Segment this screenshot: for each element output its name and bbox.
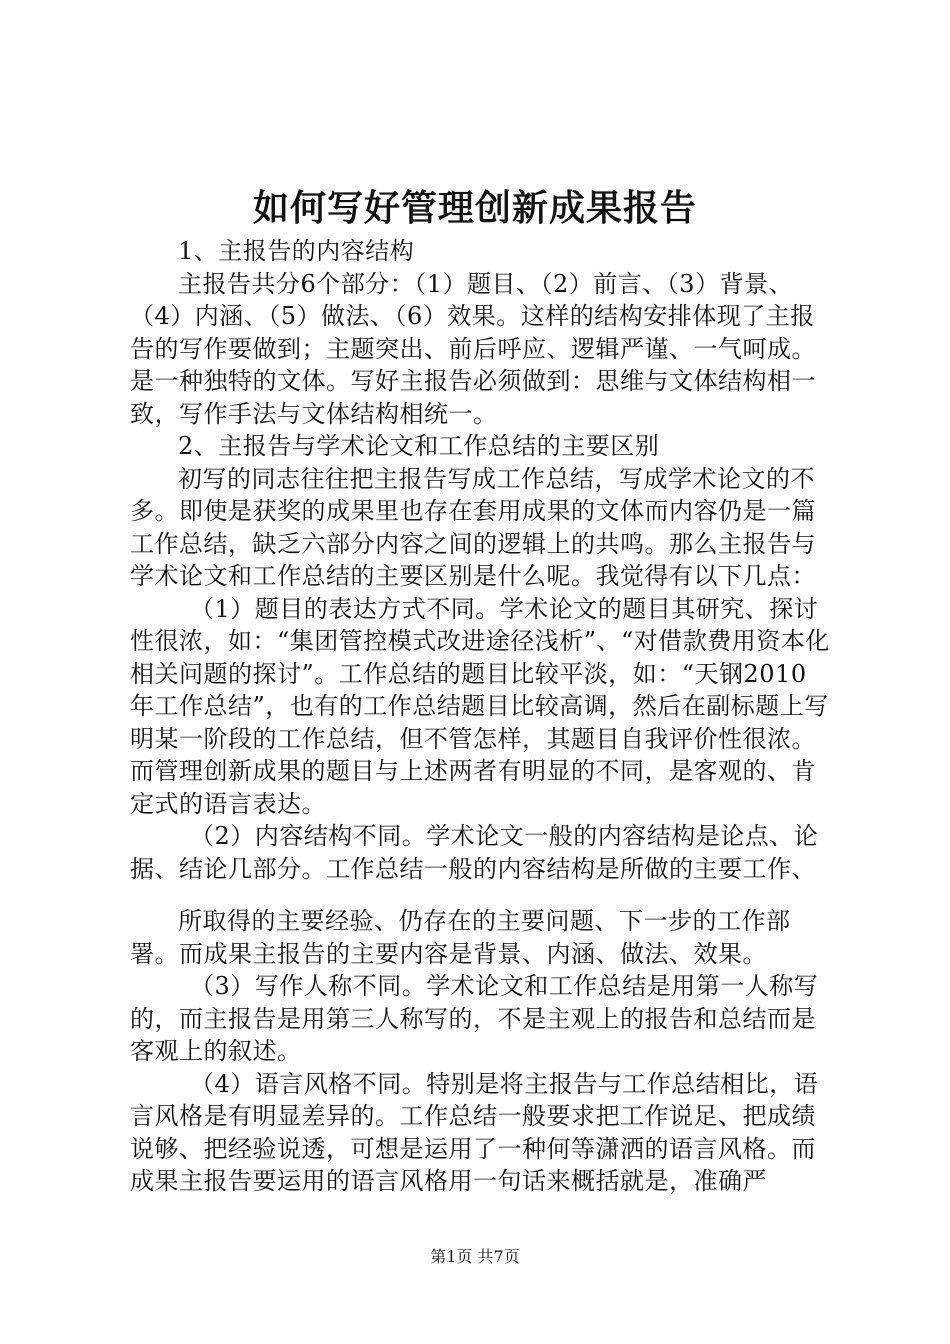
section-heading-2: 2、主报告与学术论文和工作总结的主要区别 [178, 432, 660, 460]
paragraph: 所取得的主要经验、仍存在的主要问题、下一步的工作部署。而成果主报告的主要内容是背景、内涵、做法、效果。 [130, 907, 791, 968]
document-title: 如何写好管理创新成果报告 [252, 187, 697, 229]
paragraph: （1）题目的表达方式不同。学术论文的题目其研究、探讨性很浓，如：“集团管控模式改进途径浅析”、“对借款费用资本化相关问题的探讨”。工作总结的题目比较平淡，如：“天钢2010年工作总结”，也有的工作总结题目比较高调，然后在副标题上写明某一阶段的工作总结，但不管怎样，其题目自我评价性很浓。而管理创新成果的题目与上述两者有明显的不同，是客观的、肯定式的语言表达。 [130, 594, 830, 818]
paragraph: （3）写作人称不同。学术论文和工作总结是用第一人称写的，而主报告是用第三人称写的，不是主观上的报告和总结而是客观上的叙述。 [130, 972, 819, 1065]
body-section-1 [130, 235, 830, 885]
paragraph: 初写的同志往往把主报告写成工作总结，写成学术论文的不多。即使是获奖的成果里也存在套用成果的文体而内容仍是一篇工作总结，缺乏六部分内容之间的逻辑上的共鸣。那么主报告与学术论文和工作总结的主要区别是什么呢。我觉得有以下几点： [130, 464, 816, 590]
section-heading-1: 1、主报告的内容结构 [178, 237, 415, 265]
paragraph: 主报告共分6个部分：（1）题目、（2）前言、（3）背景、（4）内涵、（5）做法、（6）效果。这样的结构安排体现了主报告的写作要做到；主题突出、前后呼应、逻辑严谨、一气呵成。是一种独特的文体。写好主报告必须做到：思维与文体结构相一致，写作手法与文体结构相统一。 [130, 269, 816, 428]
paragraph: （4）语言风格不同。特别是将主报告与工作总结相比，语言风格是有明显差异的。工作总结一般要求把工作说足、把成绩说够、把经验说透，可想是运用了一种何等潇洒的语言风格。而成果主报告要运用的语言风格用一句话来概括就是，准确严 [130, 1069, 819, 1195]
page-footer: 第1页 共7页 [430, 1247, 520, 1266]
body-section-2 [130, 905, 830, 1198]
paragraph: （2）内容结构不同。学术论文一般的内容结构是论点、论据、结论几部分。工作总结一般的内容结构是所做的主要工作、 [130, 822, 819, 883]
